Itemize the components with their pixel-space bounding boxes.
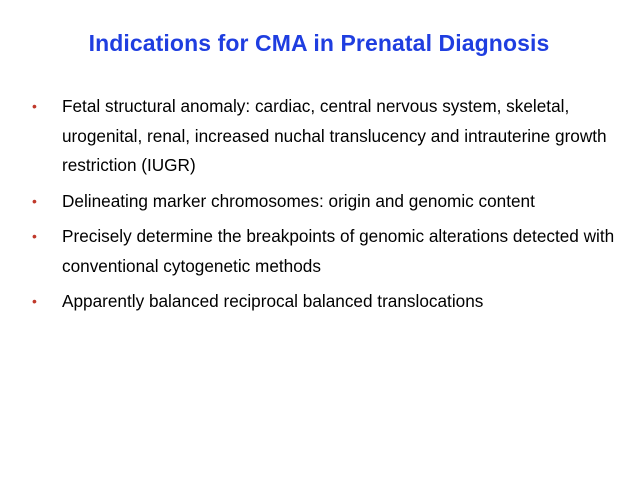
bullet-text: Apparently balanced reciprocal balanced translocations [62, 291, 484, 311]
bullet-icon: • [32, 192, 37, 209]
bullet-text: Precisely determine the breakpoints of genomic alterations detected with conventional cytogenetic methods [62, 226, 615, 276]
bullet-icon: • [32, 98, 37, 114]
slide-title: Indications for CMA in Prenatal Diagnosis [88, 30, 550, 56]
bullet-list [30, 92, 620, 323]
bullet-item-fetal-anomaly [30, 92, 620, 181]
bullet-item-breakpoints [30, 222, 620, 281]
bullet-icon: • [32, 228, 37, 244]
bullet-item-translocations [30, 287, 620, 317]
bullet-text: Delineating marker chromosomes: origin and genomic content [62, 190, 535, 211]
bullet-item-marker-chromosomes [30, 187, 620, 217]
bullet-icon: • [32, 293, 37, 309]
bullet-text: Fetal structural anomaly: cardiac, central nervous system, skeletal, urogenital, renal, increased nuchal translucency and intrauterine growth restriction (IUGR) [62, 96, 607, 175]
